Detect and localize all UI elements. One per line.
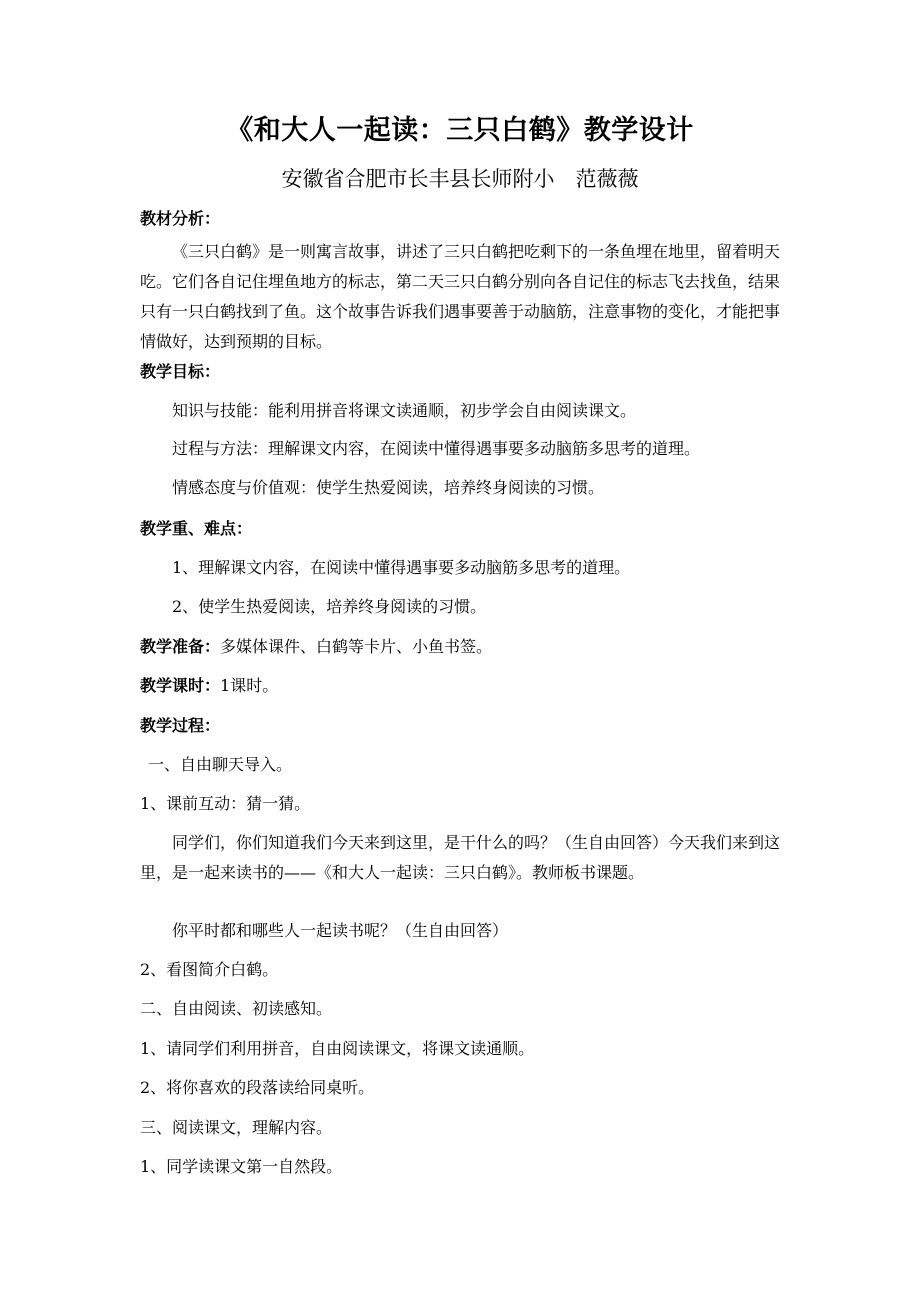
process-step-1-2: 2、看图简介白鹤。 <box>140 960 279 979</box>
document-title: 《和大人一起读：三只白鹤》教学设计 <box>226 115 694 146</box>
preparation-text: 多媒体课件、白鹤等卡片、小鱼书签。 <box>220 637 493 656</box>
process-section-1: 一、自由聊天导入。 <box>148 755 293 774</box>
goals-heading: 教学目标： <box>140 362 221 381</box>
goal-item-knowledge: 知识与技能：能利用拼音将课文读通顺，初步学会自由阅读课文。 <box>172 401 637 420</box>
hours-line <box>140 674 278 698</box>
preparation-line <box>140 635 492 659</box>
process-step-2-2: 2、将你喜欢的段落读给同桌听。 <box>140 1078 375 1097</box>
analysis-text: 《三只白鹤》是一则寓言故事，讲述了三只白鹤把吃剩下的一条鱼埋在地里，留着明天吃。它们各自记住埋鱼地方的标志，第二天三只白鹤分别向各自记住的标志飞去找鱼，结果只有一只白鹤找到了鱼。这个故事告诉我们遇事要善于动脑筋，注意事物的变化，才能把事情做好，达到预期的目标。 <box>140 242 781 351</box>
key-points-heading: 教学重、难点： <box>140 519 253 538</box>
process-heading: 教学过程： <box>140 716 221 735</box>
process-paragraph-2: 你平时都和哪些人一起读书呢？（生自由回答） <box>172 921 509 940</box>
process-step-2-1: 1、请同学们利用拼音，自由阅读课文，将课文读通顺。 <box>140 1039 535 1058</box>
key-point-item-1: 1、理解课文内容，在阅读中懂得遇事要多动脑筋多思考的道理。 <box>172 558 631 577</box>
goal-item-emotion: 情感态度与价值观：使学生热爱阅读，培养终身阅读的习惯。 <box>172 478 605 497</box>
process-section-3: 三、阅读课文，理解内容。 <box>140 1118 333 1137</box>
goal-item-process: 过程与方法：理解课文内容，在阅读中懂得遇事要多动脑筋多思考的道理。 <box>172 439 701 458</box>
process-paragraph-1: 同学们，你们知道我们今天来到这里，是干什么的吗？（生自由回答）今天我们来到这里，是一起来读书的——《和大人一起读：三只白鹤》。教师板书课题。 <box>140 833 781 882</box>
process-step-1-1: 1、课前互动：猜一猜。 <box>140 794 311 813</box>
preparation-label: 教学准备： <box>140 637 221 656</box>
process-step-3-1: 1、同学读课文第一自然段。 <box>140 1157 343 1176</box>
process-section-2: 二、自由阅读、初读感知。 <box>140 999 333 1018</box>
analysis-heading: 教材分析： <box>140 209 221 228</box>
key-point-item-2: 2、使学生热爱阅读，培养终身阅读的习惯。 <box>172 597 487 616</box>
hours-label: 教学课时： <box>140 676 221 695</box>
author-line: 安徽省合肥市长丰县长师附小 范薇薇 <box>281 167 639 191</box>
hours-text: 1课时。 <box>220 676 279 695</box>
